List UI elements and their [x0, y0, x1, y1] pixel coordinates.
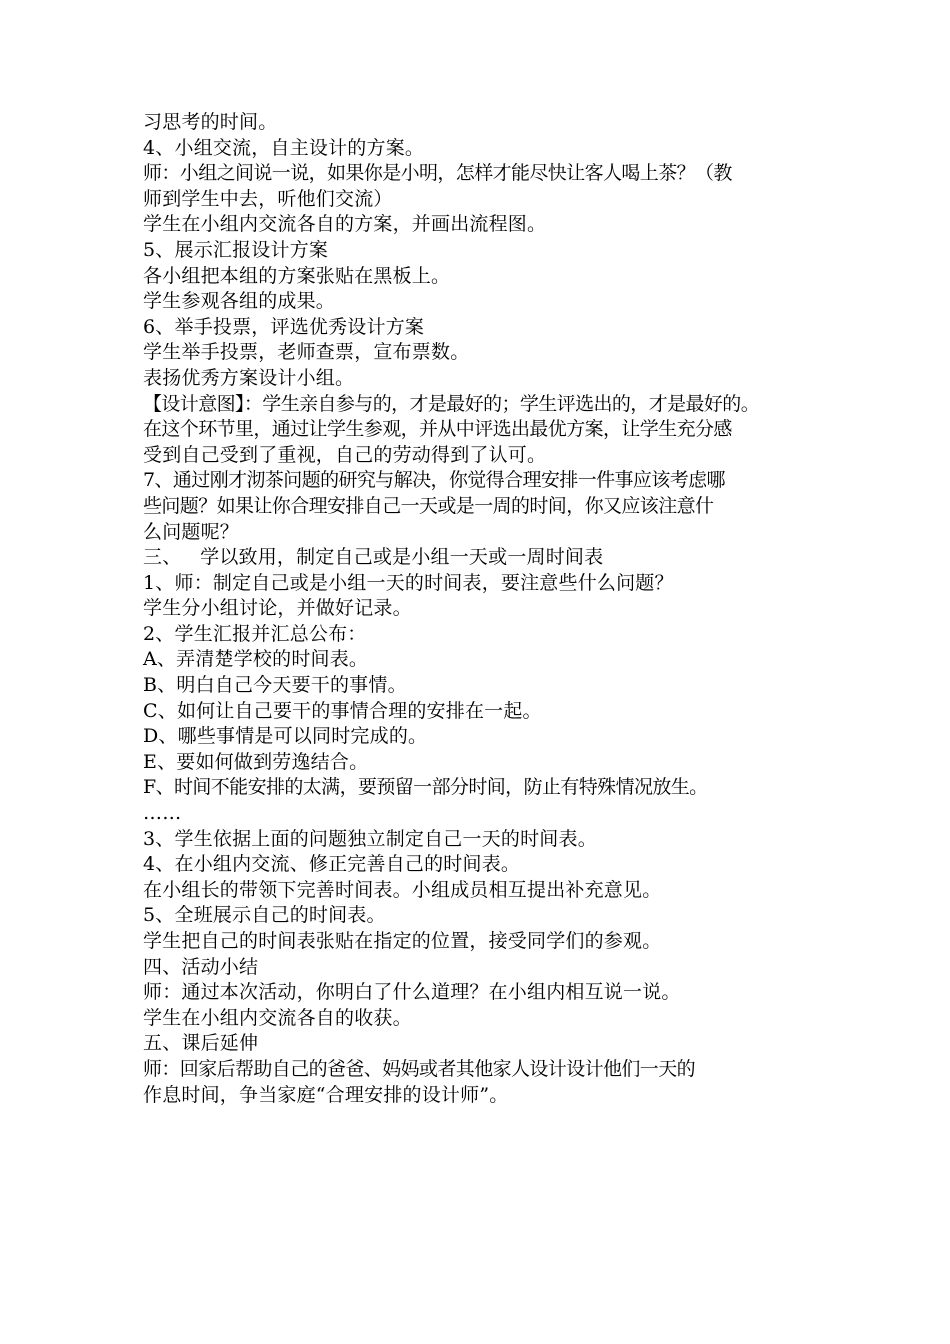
- text-line: 习思考的时间。: [143, 111, 278, 133]
- text-line: 表扬优秀方案设计小组。: [143, 366, 355, 389]
- text-line: 学生举手投票，老师查票，宣布票数。: [143, 341, 470, 364]
- ellipsis-line: ……: [143, 802, 182, 825]
- text-line: 学生在小组内交流各自的收获。: [143, 1006, 412, 1029]
- text-line: 2、学生汇报并汇总公布：: [143, 622, 367, 645]
- list-item: D、哪些事情是可以同时完成的。: [143, 725, 428, 748]
- text-line: 师：回家后帮助自己的爸爸、妈妈或者其他家人设计设计他们一天的: [143, 1057, 696, 1080]
- text-line: 4、在小组内交流、修正完善自己的时间表。: [143, 853, 521, 876]
- text-line: 1、师：制定自己或是小组一天的时间表，要注意些什么问题？: [143, 571, 674, 594]
- text-line: 受到自己受到了重视，自己的劳动得到了认可。: [143, 443, 547, 466]
- section-heading: 五、课后延伸: [143, 1032, 259, 1055]
- text-line: 师：通过本次活动，你明白了什么道理？在小组内相互说一说。: [143, 981, 681, 1004]
- text-line: 师到学生中去，听他们交流）: [143, 187, 393, 210]
- section-heading: 三、 学以致用，制定自己或是小组一天或一周时间表: [143, 546, 604, 569]
- list-item: E、要如何做到劳逸结合。: [143, 750, 369, 773]
- text-line: 在小组长的带领下完善时间表。小组成员相互提出补充意见。: [143, 878, 662, 901]
- list-item: C、如何让自己要干的事情合理的安排在一起。: [143, 699, 542, 722]
- text-line: 各小组把本组的方案张贴在黑板上。: [143, 264, 451, 287]
- text-line: 在这个环节里，通过让学生参观，并从中评选出最优方案，让学生充分感: [143, 418, 732, 441]
- document-body: [143, 110, 811, 1108]
- design-intent-line: 【设计意图】：学生亲自参与的，才是最好的；学生评选出的，才是最好的。: [143, 392, 760, 415]
- text-line: 学生参观各组的成果。: [143, 290, 336, 313]
- text-line: 学生在小组内交流各自的方案，并画出流程图。: [143, 213, 547, 236]
- text-line: 7、通过刚才沏茶问题的研究与解决，你觉得合理安排一件事应该考虑哪: [143, 469, 725, 492]
- text-line: 3、学生依据上面的问题独立制定自己一天的时间表。: [143, 827, 597, 850]
- text-line: 5、全班展示自己的时间表。: [143, 904, 386, 927]
- section-heading: 四、活动小结: [143, 955, 259, 978]
- list-item: B、明白自己今天要干的事情。: [143, 674, 407, 697]
- text-line: 学生把自己的时间表张贴在指定的位置，接受同学们的参观。: [143, 930, 662, 952]
- list-item: F、时间不能安排的太满，要预留一部分时间，防止有特殊情况放生。: [143, 776, 708, 799]
- text-line: 些问题？如果让你合理安排自己一天或是一周的时间，你又应该注意什: [143, 494, 714, 517]
- text-line: 么问题呢？: [143, 520, 240, 543]
- section-heading: 5、展示汇报设计方案: [143, 238, 329, 261]
- list-item: A、弄清楚学校的时间表。: [143, 648, 369, 671]
- text-line: 作息时间，争当家庭“合理安排的设计师”。: [143, 1083, 509, 1106]
- text-line: 师：小组之间说一说，如果你是小明，怎样才能尽快让客人喝上茶？（教: [143, 162, 732, 185]
- section-heading: 6、举手投票，评选优秀设计方案: [143, 315, 425, 338]
- text-line: 学生分小组讨论，并做好记录。: [143, 597, 412, 620]
- text-line: 4、小组交流，自主设计的方案。: [143, 136, 425, 159]
